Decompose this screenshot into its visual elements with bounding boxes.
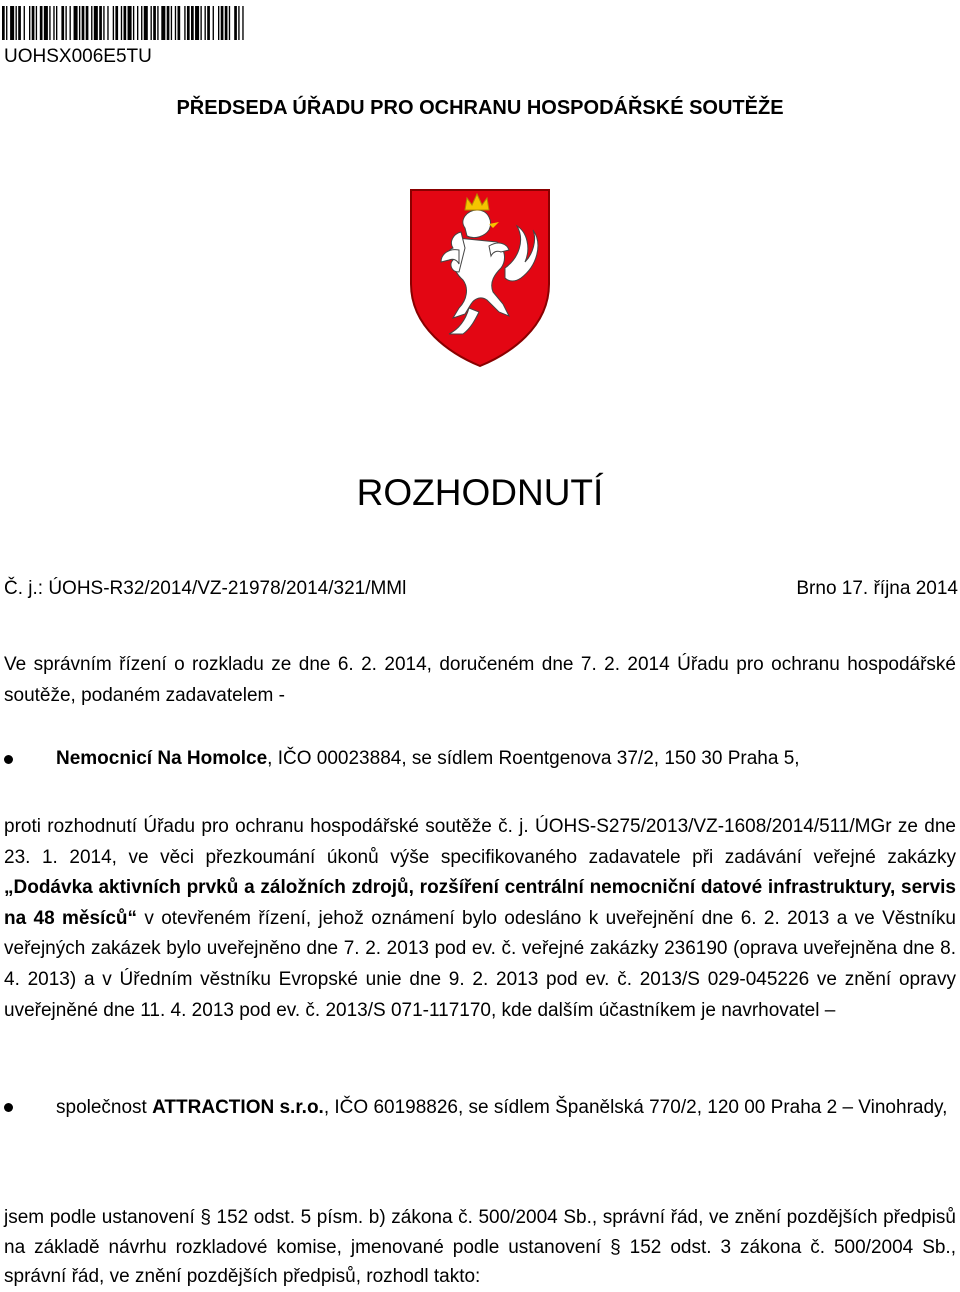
bullet-icon	[4, 1103, 13, 1112]
barcode-bar	[6, 6, 7, 40]
barcode-bar	[157, 6, 158, 40]
document-code: UOHSX006E5TU	[4, 46, 152, 67]
barcode-bar	[36, 6, 37, 40]
party-details: , IČO 60198826, se sídlem Španělská 770/2, 120 00 Praha 2 – Vinohrady,	[323, 1097, 948, 1118]
party-prefix: společnost	[56, 1097, 153, 1118]
barcode-bar	[103, 6, 104, 40]
barcode-bar	[128, 6, 132, 40]
barcode	[2, 6, 318, 40]
body-part2: v otevřeném řízení, jehož oznámení bylo odesláno k uveřejnění dne 6. 2. 2013 a ve Věstníku veřejných zakázek bylo uveřejněno dne 7. 2. 2013 pod ev. č. veřejné zakázky 236190 (oprava uveřejněna dne 8. 4. 2013) a v Úředním věstníku Evropské unie dne 9. 2. 2013 pod ev. č. 2013/S 029-045226 ve znění opravy uveřejněné dne 11. 4. 2013 pod ev. č. 2013/S 071-117170, kde dalším účastníkem je navrhovatel –	[4, 907, 956, 1021]
barcode-bar	[234, 6, 237, 40]
barcode-bar	[107, 6, 108, 40]
party-name: Nemocnicí Na Homolce	[56, 748, 268, 769]
barcode-bar	[124, 6, 127, 40]
barcode-bar	[99, 6, 102, 40]
issuing-authority: PŘEDSEDA ÚŘADU PRO OCHRANU HOSPODÁŘSKÉ SOUTĚŽE	[176, 97, 784, 119]
decision-title: ROZHODNUTÍ	[356, 472, 604, 513]
barcode-bar	[44, 6, 48, 40]
barcode-bar	[32, 6, 35, 40]
barcode-bar	[184, 6, 185, 40]
barcode-bar	[2, 6, 5, 40]
party-text	[56, 744, 956, 773]
party-name: ATTRACTION s.r.o.	[152, 1097, 324, 1118]
party-list-item	[0, 1092, 956, 1123]
barcode-bar	[121, 6, 122, 40]
barcode-bar	[133, 6, 134, 40]
barcode-bar	[144, 6, 148, 40]
barcode-bar	[10, 6, 14, 40]
barcode-bar	[40, 6, 43, 40]
barcode-bar	[74, 6, 78, 40]
barcode-bar	[153, 6, 156, 40]
barcode-bar	[151, 6, 152, 40]
barcode-bar	[79, 6, 80, 40]
barcode-bar	[200, 6, 201, 40]
barcode-bar	[94, 6, 98, 40]
barcode-bar	[175, 6, 176, 40]
bullet-icon	[4, 755, 13, 764]
main-paragraph	[4, 812, 956, 1026]
barcode-bar	[141, 6, 142, 40]
barcode-bar	[65, 6, 66, 40]
barcode-bar	[213, 6, 214, 40]
barcode-bar	[207, 6, 210, 40]
czech-coat-of-arms-icon	[409, 188, 551, 368]
barcode-bar	[18, 6, 21, 40]
contract-name: „Dodávka aktivních prvků a záložních zdrojů, rozšíření centrální nemocniční datové infrastruktury, servis na 48 měsíců“	[4, 877, 956, 929]
party-text	[56, 1092, 956, 1123]
barcode-bar	[53, 6, 54, 40]
body-part1: proti rozhodnutí Úřadu pro ochranu hospodářské soutěže č. j. ÚOHS-S275/2013/VZ-1608/2014/511/MGr ze dne 23. 1. 2014, ve věci přezkoumání úkonů výše specifikovaného zadavatele při zadávání veřejné zakázky	[4, 816, 956, 868]
barcode-bar	[61, 6, 64, 40]
barcode-bar	[195, 6, 199, 40]
barcode-bar	[16, 6, 17, 40]
closing-paragraph: jsem podle ustanovení § 152 odst. 5 písm. b) zákona č. 500/2004 Sb., správní řád, ve znění pozdějších předpisů na základě návrhu rozkladové komise, jmenované podle ustanovení § 152 odst. 3 zákona č. 500/2004 Sb., správní řád, ve znění pozdějších předpisů, rozhodl takto:	[4, 1207, 956, 1287]
barcode-bar	[221, 6, 224, 40]
barcode-bar	[242, 6, 243, 40]
barcode-bar	[137, 6, 138, 40]
case-number: Č. j.: ÚOHS-R32/2014/VZ-21978/2014/321/MMl	[4, 578, 407, 599]
barcode-bar	[82, 6, 85, 40]
barcode-bar	[91, 6, 92, 40]
barcode-bar	[49, 6, 50, 40]
party-details: , IČO 00023884, se sídlem Roentgenova 37/2, 150 30 Praha 5,	[267, 748, 800, 769]
barcode-bar	[191, 6, 194, 40]
barcode-bar	[113, 6, 114, 40]
barcode-bar	[24, 6, 25, 40]
party-list-item	[0, 744, 956, 773]
barcode-bar	[167, 6, 170, 40]
barcode-bar	[178, 6, 181, 40]
intro-paragraph: Ve správním řízení o rozkladu ze dne 6. 2. 2014, doručeném dne 7. 2. 2014 Úřadu pro ochranu hospodářské soutěže, podaném zadavatelem -	[4, 654, 956, 706]
barcode-bar	[29, 6, 30, 40]
barcode-bar	[56, 6, 57, 40]
barcode-bar	[238, 6, 239, 40]
barcode-bar	[229, 6, 230, 40]
place-date: Brno 17. října 2014	[796, 578, 958, 599]
barcode-bar	[86, 6, 89, 40]
reference-line	[4, 578, 958, 600]
barcode-bar	[187, 6, 190, 40]
barcode-bar	[218, 6, 219, 40]
barcode-bar	[70, 6, 71, 40]
barcode-bar	[205, 6, 206, 40]
barcode-bar	[225, 6, 228, 40]
barcode-bar	[115, 6, 118, 40]
barcode-bar	[161, 6, 165, 40]
barcode-bar	[171, 6, 172, 40]
